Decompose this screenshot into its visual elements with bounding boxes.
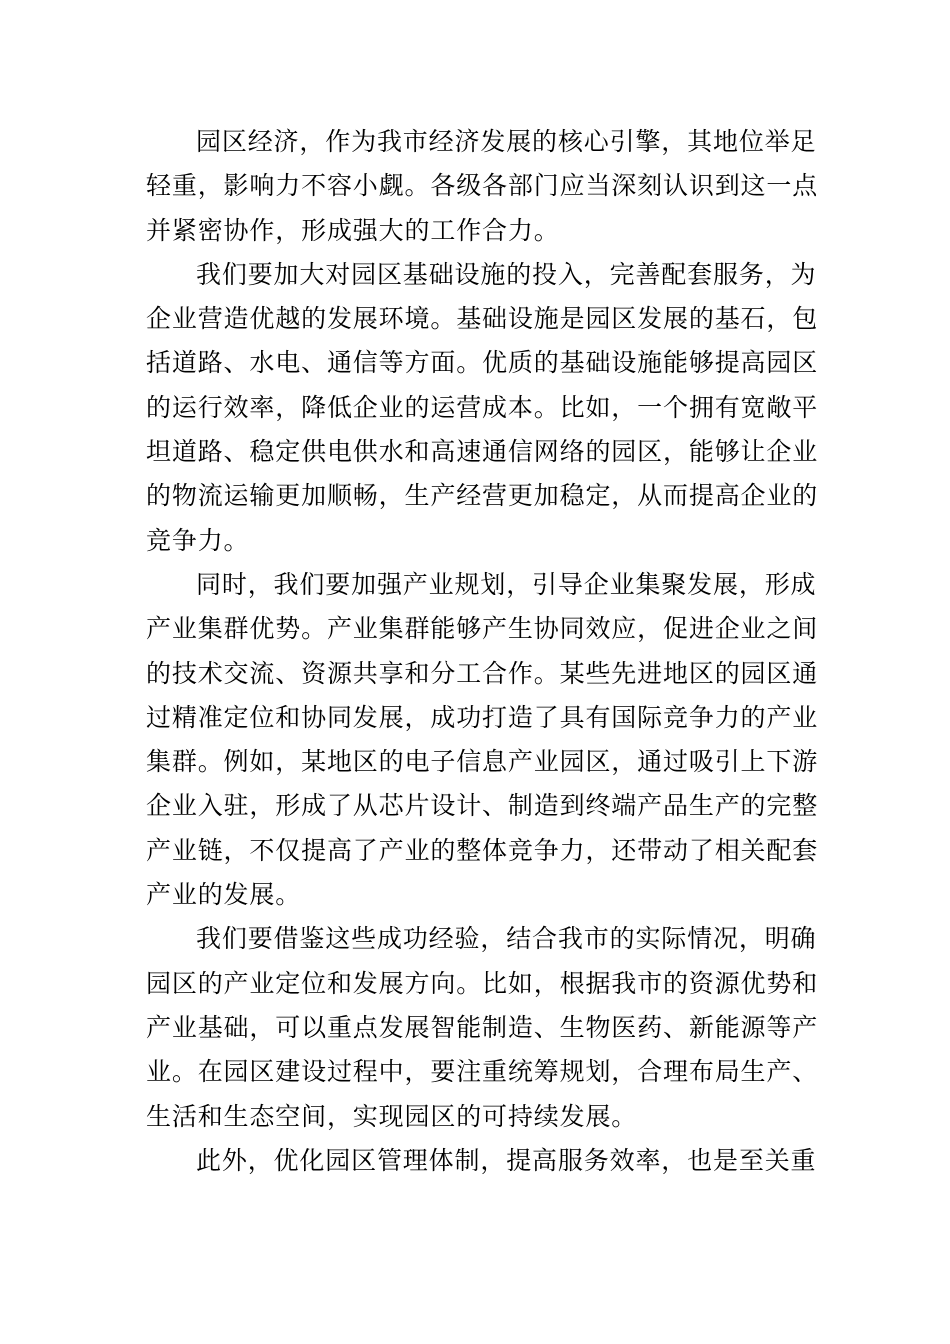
text-line: 集群。例如，某地区的电子信息产业园区，通过吸引上下游 (146, 747, 819, 777)
paragraph-4 (146, 917, 819, 1138)
paragraph-5 (146, 1139, 817, 1183)
text-line: 产业链，不仅提高了产业的整体竞争力，还带动了相关配套 (146, 835, 819, 865)
text-line: 的技术交流、资源共享和分工合作。某些先进地区的园区通 (146, 658, 819, 688)
paragraph-1 (146, 120, 819, 253)
paragraph-3 (146, 563, 819, 917)
text-line: 产业基础，可以重点发展智能制造、生物医药、新能源等产 (146, 1012, 819, 1042)
text-line: 轻重，影响力不容小觑。各级各部门应当深刻认识到这一点 (146, 171, 819, 201)
text-line: 的物流运输更加顺畅，生产经营更加稳定，从而提高企业的 (146, 481, 819, 511)
text-line: 生活和生态空间，实现园区的可持续发展。 (146, 1101, 638, 1131)
text-line: 产业的发展。 (146, 880, 302, 910)
text-line: 并紧密协作，形成强大的工作合力。 (146, 215, 560, 245)
text-line: 此外，优化园区管理体制，提高服务效率，也是至关重 (196, 1145, 817, 1175)
text-line: 企业营造优越的发展环境。基础设施是园区发展的基石，包 (146, 304, 819, 334)
text-line: 同时，我们要加强产业规划，引导企业集聚发展，形成 (196, 569, 817, 599)
document-body (146, 120, 819, 1183)
text-line: 我们要借鉴这些成功经验，结合我市的实际情况，明确 (196, 924, 817, 954)
text-line: 园区经济，作为我市经济发展的核心引擎，其地位举足 (196, 127, 817, 156)
text-line: 竞争力。 (146, 525, 250, 555)
text-line: 的运行效率，降低企业的运营成本。比如，一个拥有宽敞平 (146, 392, 819, 422)
text-line: 企业入驻，形成了从芯片设计、制造到终端产品生产的完整 (146, 791, 819, 821)
text-line: 园区的产业定位和发展方向。比如，根据我市的资源优势和 (146, 968, 819, 998)
text-line: 过精准定位和协同发展，成功打造了具有国际竞争力的产业 (146, 702, 819, 732)
text-line: 业。在园区建设过程中，要注重统筹规划，合理布局生产、 (146, 1057, 819, 1087)
text-line: 括道路、水电、通信等方面。优质的基础设施能够提高园区 (146, 348, 819, 378)
text-line: 产业集群优势。产业集群能够产生协同效应，促进企业之间 (146, 614, 819, 644)
text-line: 我们要加大对园区基础设施的投入，完善配套服务，为 (196, 259, 817, 289)
text-line: 坦道路、稳定供电供水和高速通信网络的园区，能够让企业 (146, 437, 819, 467)
paragraph-2 (146, 253, 819, 563)
